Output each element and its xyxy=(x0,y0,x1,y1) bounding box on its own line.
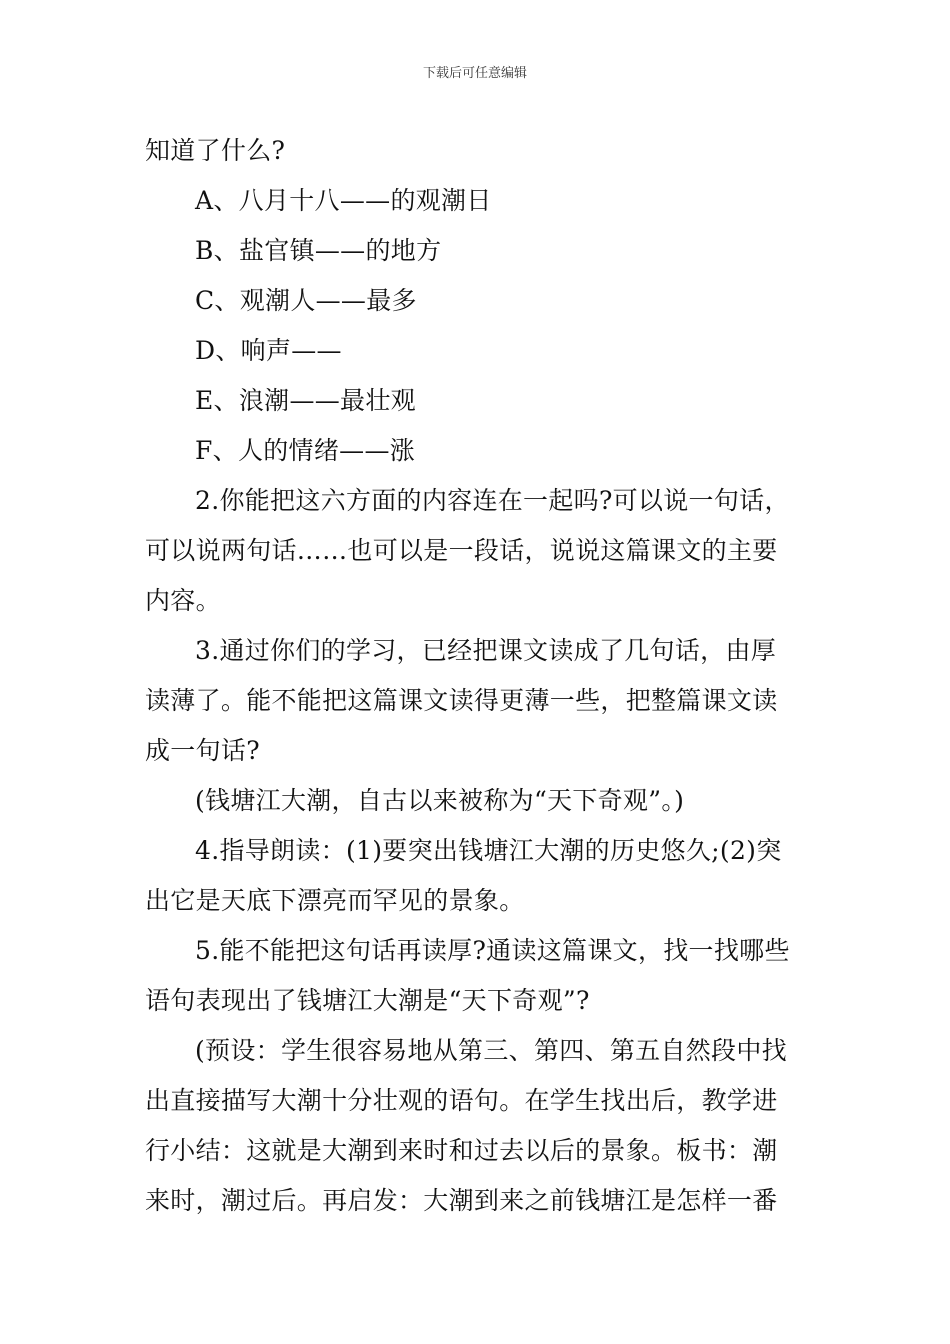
text-line: 2.你能把这六方面的内容连在一起吗?可以说一句话， xyxy=(195,486,790,515)
text-line: 成一句话? xyxy=(145,736,260,765)
text-line: (预设：学生很容易地从第三、第四、第五自然段中找 xyxy=(195,1036,787,1065)
text-line: (钱塘江大潮，自古以来被称为“天下奇观”。) xyxy=(195,786,685,815)
text-line: 出直接描写大潮十分壮观的语句。在学生找出后，教学进 xyxy=(145,1086,778,1115)
text-line: 出它是天底下漂亮而罕见的景象。 xyxy=(145,886,525,915)
text-line: 内容。 xyxy=(145,586,221,615)
document-body xyxy=(145,126,807,1226)
text-line: D、响声—— xyxy=(195,336,342,365)
text-line: 语句表现出了钱塘江大潮是“天下奇观”? xyxy=(145,986,590,1015)
text-line: F、人的情绪——涨 xyxy=(195,436,416,465)
text-line: B、盐官镇——的地方 xyxy=(195,236,442,265)
text-line: 来时，潮过后。再启发：大潮到来之前钱塘江是怎样一番 xyxy=(145,1186,778,1215)
text-line: E、浪潮——最壮观 xyxy=(195,386,416,415)
text-line: 可以说两句话……也可以是一段话，说说这篇课文的主要 xyxy=(145,536,778,565)
text-line: 知道了什么? xyxy=(145,136,286,165)
text-line: A、八月十八——的观潮日 xyxy=(195,186,492,215)
text-line: 行小结：这就是大潮到来时和过去以后的景象。板书：潮 xyxy=(145,1136,778,1165)
text-line: C、观潮人——最多 xyxy=(195,286,417,315)
text-line: 3.通过你们的学习，已经把课文读成了几句话，由厚 xyxy=(195,636,777,665)
text-line: 5.能不能把这句话再读厚?通读这篇课文，找一找哪些 xyxy=(195,936,790,965)
text-line: 读薄了。能不能把这篇课文读得更薄一些，把整篇课文读 xyxy=(145,686,778,715)
text-line: 4.指导朗读：(1)要突出钱塘江大潮的历史悠久;(2)突 xyxy=(195,836,782,865)
page-header: 下载后可任意编辑 xyxy=(422,66,527,81)
